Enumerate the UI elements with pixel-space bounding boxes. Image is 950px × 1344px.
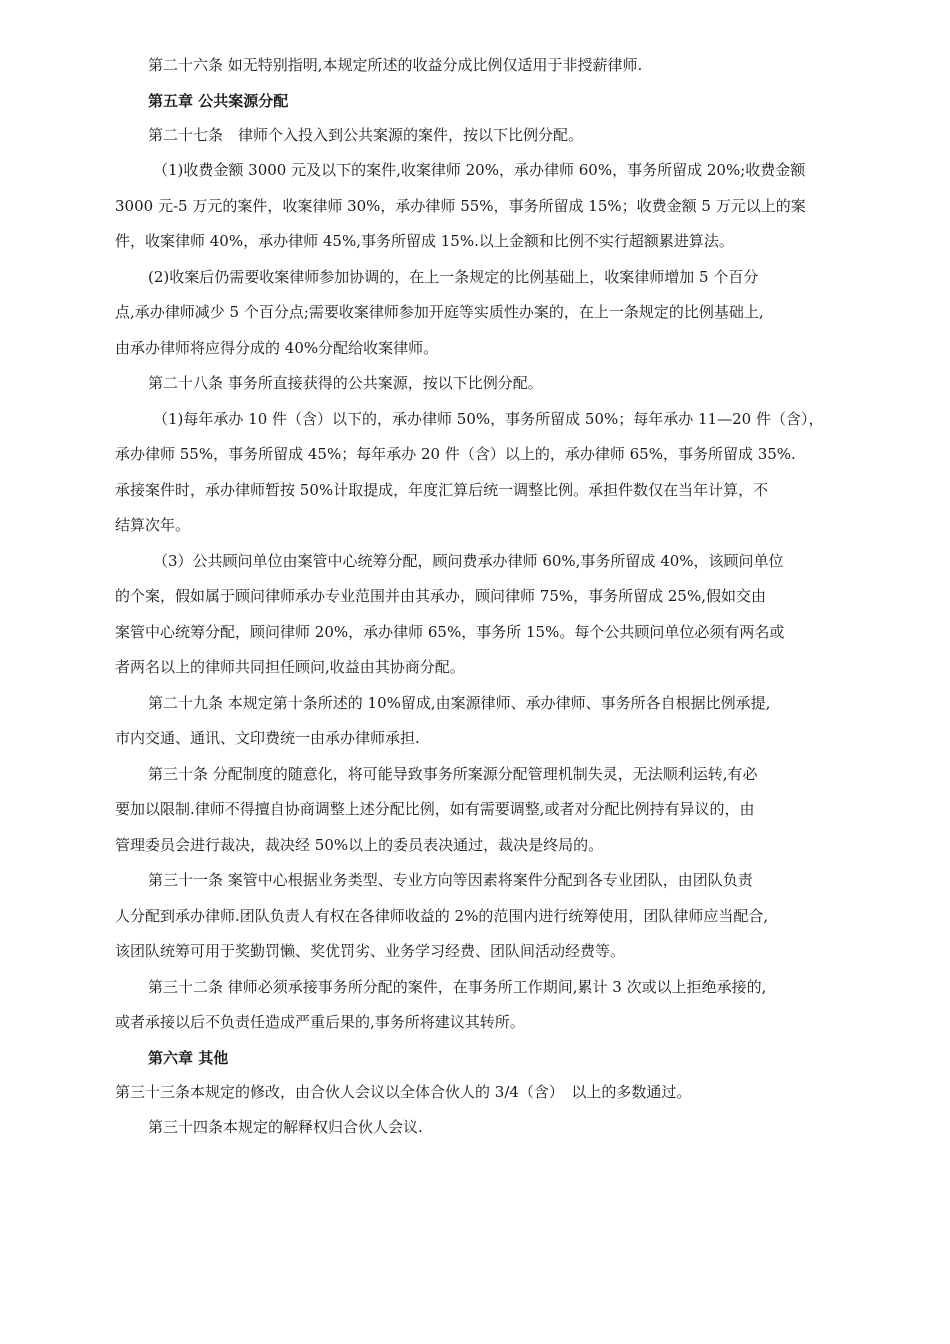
article-26: 第二十六条 如无特别指明,本规定所述的收益分成比例仅适用于非授薪律师. xyxy=(148,56,643,74)
text-line: 承接案件时，承办律师暂按 50%计取提成，年度汇算后统一调整比例。承担件数仅在当年计算，不 xyxy=(115,480,769,499)
article-31 xyxy=(115,863,845,970)
article-32 xyxy=(115,970,845,1041)
text-line: 第三十一条 案管中心根据业务类型、专业方向等因素将案件分配到各专业团队，由团队负责 xyxy=(148,871,753,889)
article-29 xyxy=(115,686,845,757)
chapter-6-heading: 第六章 其他 xyxy=(148,1048,229,1067)
article-28-clause-1 xyxy=(115,402,845,544)
article-28-clause-3 xyxy=(115,544,845,686)
text-line: 第三十二条 律师必须承接事务所分配的案件，在事务所工作期间,累计 3 次或以上拒绝承接的, xyxy=(148,977,767,996)
text-line: 案管中心统筹分配，顾问律师 20%，承办律师 65%，事务所 15%。每个公共顾问单位必须有两名或 xyxy=(115,622,785,641)
text-line: （1)每年承办 10 件（含）以下的，承办律师 50%，事务所留成 50%；每年承办 11—20 件（含）， xyxy=(153,409,824,428)
text-line: 结算次年。 xyxy=(115,516,191,534)
article-27-clause-1 xyxy=(115,153,845,260)
text-line: 管理委员会进行裁决，裁决经 50%以上的委员表决通过，裁决是终局的。 xyxy=(115,835,604,854)
text-line: （1)收费金额 3000 元及以下的案件,收案律师 20%，承办律师 60%，事务所留成 20%;收费金额 xyxy=(153,161,806,179)
text-line: 第二十九条 本规定第十条所述的 10%留成,由案源律师、承办律师、事务所各自根据比例承提, xyxy=(148,693,771,712)
article-27-clause-2 xyxy=(115,260,845,367)
text-line: 第三十条 分配制度的随意化，将可能导致事务所案源分配管理机制失灵，无法顺利运转,有必 xyxy=(148,764,758,783)
text-line: (2)收案后仍需要收案律师参加协调的，在上一条规定的比例基础上，收案律师增加 5 个百分 xyxy=(148,267,759,286)
article-34: 第三十四条本规定的解释权归合伙人会议. xyxy=(148,1118,423,1136)
text-line: 该团队统筹可用于奖勤罚懒、奖优罚劣、业务学习经费、团队间活动经费等。 xyxy=(115,942,626,960)
text-line: 要加以限制.律师不得擅自协商调整上述分配比例，如有需要调整,或者对分配比例持有异议的，由 xyxy=(115,800,755,818)
text-line: 承办律师 55%，事务所留成 45%；每年承办 20 件（含）以上的，承办律师 65%，事务所留成 35%. xyxy=(115,445,796,463)
text-line: 的个案，假如属于顾问律师承办专业范围并由其承办，顾问律师 75%，事务所留成 25%,假如交由 xyxy=(115,587,766,605)
text-line: 由承办律师将应得分成的 40%分配给收案律师。 xyxy=(115,338,439,357)
article-30 xyxy=(115,757,845,864)
chapter-5-heading: 第五章 公共案源分配 xyxy=(148,91,289,110)
text-line: 3000 元-5 万元的案件，收案律师 30%，承办律师 55%，事务所留成 15%；收费金额 5 万元以上的案 xyxy=(115,196,806,215)
text-line: 者两名以上的律师共同担任顾问,收益由其协商分配。 xyxy=(115,658,465,676)
text-line: 件，收案律师 40%，承办律师 45%,事务所留成 15%.以上金额和比例不实行超额累进算法。 xyxy=(115,232,734,250)
text-line: 点,承办律师减少 5 个百分点;需要收案律师参加开庭等实质性办案的，在上一条规定的比例基础上, xyxy=(115,303,764,321)
article-28: 第二十八条 事务所直接获得的公共案源，按以下比例分配。 xyxy=(148,374,543,392)
text-line: 或者承接以后不负责任造成严重后果的,事务所将建议其转所。 xyxy=(115,1013,525,1031)
document-page xyxy=(115,48,845,1146)
text-line: 人分配到承办律师.团队负责人有权在各律师收益的 2%的范围内进行统筹使用，团队律师应当配合, xyxy=(115,906,769,925)
article-33: 第三十三条本规定的修改，由合伙人会议以全体合伙人的 3/4（含） 以上的多数通过。 xyxy=(115,1082,692,1101)
article-27: 第二十七条 律师个入投入到公共案源的案件，按以下比例分配。 xyxy=(148,125,584,144)
text-line: （3）公共顾问单位由案管中心统筹分配，顾问费承办律师 60%,事务所留成 40%，该顾问单位 xyxy=(153,551,784,570)
text-line: 市内交通、通讯、文印费统一由承办律师承担. xyxy=(115,729,420,747)
